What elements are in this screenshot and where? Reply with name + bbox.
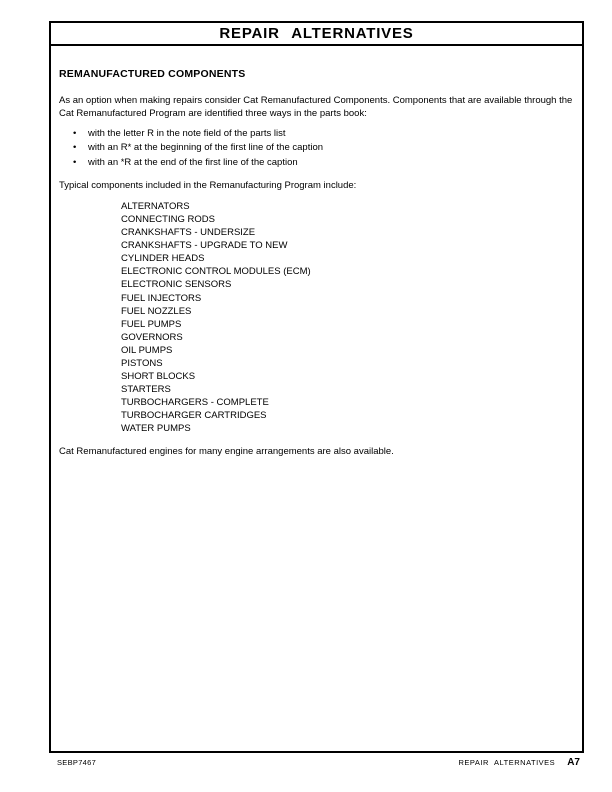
page-content: [51, 46, 582, 458]
footer-right: [459, 757, 585, 768]
list-item: ALTERNATORS: [121, 200, 190, 212]
list-item: CYLINDER HEADS: [121, 253, 205, 265]
bullet-icon: •: [73, 142, 77, 154]
page-footer: [49, 757, 584, 768]
page-border-frame: [49, 21, 584, 753]
list-item: ELECTRONIC SENSORS: [121, 279, 232, 291]
identification-bullet-list: [71, 127, 573, 170]
list-item: GOVERNORS: [121, 331, 183, 343]
section-heading: REMANUFACTURED COMPONENTS: [59, 68, 246, 80]
list-item: WATER PUMPS: [121, 423, 191, 435]
list-item: TURBOCHARGERS - COMPLETE: [121, 397, 269, 409]
list-item: SHORT BLOCKS: [121, 371, 196, 383]
list-item: FUEL INJECTORS: [121, 292, 202, 304]
list-item: OIL PUMPS: [121, 344, 173, 356]
title-bar: [51, 23, 582, 46]
bullet-text: with the letter R in the note field of the parts list: [88, 128, 286, 139]
list-item: FUEL NOZZLES: [121, 305, 192, 317]
components-list-intro: Typical components included in the Remanufacturing Program include:: [59, 179, 357, 191]
list-item: FUEL PUMPS: [121, 318, 182, 330]
list-item: CRANKSHAFTS - UPGRADE TO NEW: [121, 240, 288, 252]
list-item: TURBOCHARGER CARTRIDGES: [121, 410, 267, 422]
components-list: [121, 200, 573, 436]
list-item: ELECTRONIC CONTROL MODULES (ECM): [121, 266, 311, 278]
footer-section-label: REPAIR ALTERNATIVES: [458, 758, 556, 767]
bullet-icon: •: [73, 128, 77, 139]
list-item: [71, 141, 573, 155]
list-item: CRANKSHAFTS - UNDERSIZE: [121, 227, 256, 239]
list-item: [71, 156, 573, 170]
page-title: REPAIR ALTERNATIVES: [219, 25, 414, 42]
list-item: STARTERS: [121, 384, 171, 396]
bullet-text: with an *R at the end of the first line of the caption: [88, 156, 298, 168]
bullet-icon: •: [73, 156, 77, 168]
bullet-text: with an R* at the beginning of the first line of the caption: [88, 142, 324, 154]
closing-paragraph: Cat Remanufactured engines for many engine arrangements are also available.: [59, 445, 394, 457]
document-number: SEBP7467: [57, 758, 97, 767]
list-item: [71, 127, 573, 141]
page-number: A7: [567, 757, 580, 768]
list-item: PISTONS: [121, 358, 163, 370]
list-item: CONNECTING RODS: [121, 213, 215, 225]
intro-paragraph: As an option when making repairs consider Cat Remanufactured Components. Components that are available through the Cat Remanufactured Program are identified three ways in the parts book:: [59, 95, 573, 119]
